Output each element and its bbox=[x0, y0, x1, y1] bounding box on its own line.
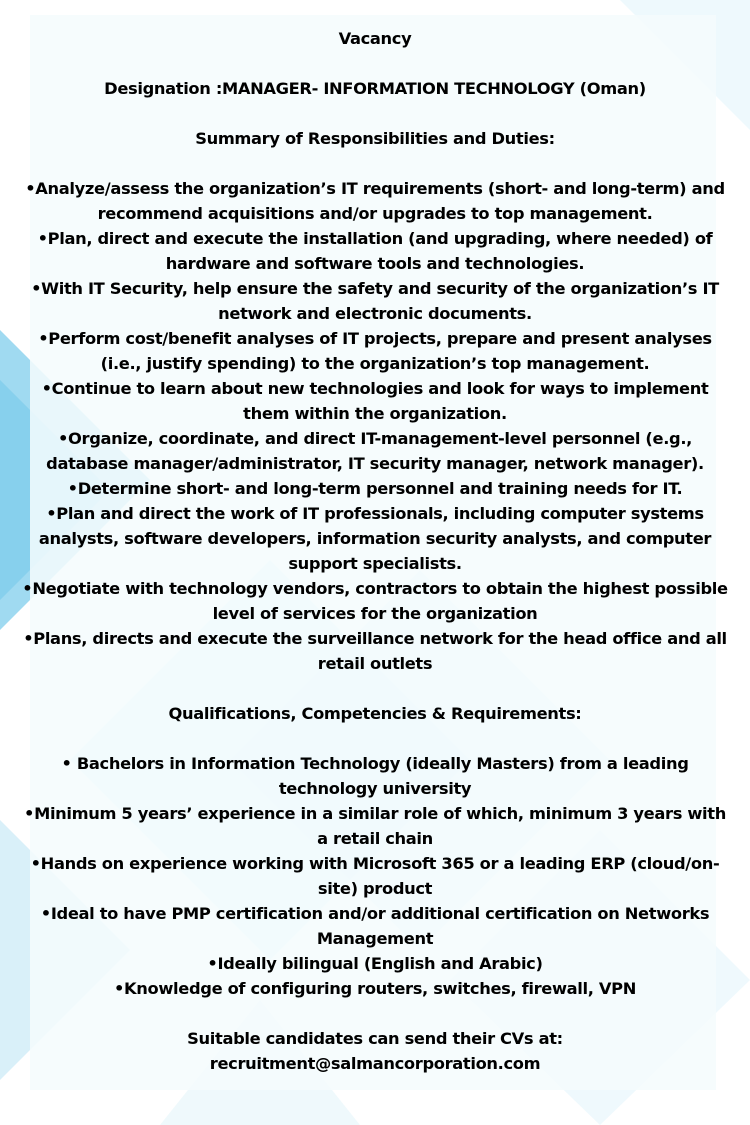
qualification-item: •Ideally bilingual (English and Arabic) bbox=[207, 954, 543, 973]
responsibility-item: •Continue to learn about new technologies and look for ways to implement them within the organization. bbox=[41, 379, 709, 423]
contact-text: Suitable candidates can send their CVs at: bbox=[187, 1029, 563, 1048]
page-title: Vacancy bbox=[338, 29, 412, 48]
vacancy-content bbox=[22, 26, 728, 1076]
responsibility-item: •Plan, direct and execute the installation (and upgrading, where needed) of hardware and software tools and technologies. bbox=[37, 229, 713, 273]
contact-email[interactable]: recruitment@salmancorporation.com bbox=[209, 1054, 541, 1073]
responsibility-item: •Negotiate with technology vendors, contractors to obtain the highest possible level of services for the organization bbox=[22, 579, 728, 623]
qualification-item: •Minimum 5 years’ experience in a similar role of which, minimum 3 years with a retail chain bbox=[24, 804, 726, 848]
qualification-item: •Ideal to have PMP certification and/or additional certification on Networks Management bbox=[40, 904, 710, 948]
responsibility-item: •Organize, coordinate, and direct IT-management-level personnel (e.g., database manager/administrator, IT security manager, network manager). bbox=[46, 429, 704, 473]
responsibilities-heading: Summary of Responsibilities and Duties: bbox=[195, 129, 555, 148]
qualifications-heading: Qualifications, Competencies & Requirements: bbox=[168, 704, 582, 723]
responsibility-item: •With IT Security, help ensure the safety and security of the organization’s IT network and electronic documents. bbox=[31, 279, 719, 323]
qualification-item: •Hands on experience working with Microsoft 365 or a leading ERP (cloud/on-site) product bbox=[30, 854, 720, 898]
qualification-item: • Bachelors in Information Technology (ideally Masters) from a leading technology university bbox=[61, 754, 689, 798]
responsibility-item: •Perform cost/benefit analyses of IT projects, prepare and present analyses (i.e., justify spending) to the organization’s top management. bbox=[38, 329, 712, 373]
qualification-item: •Knowledge of configuring routers, switches, firewall, VPN bbox=[113, 979, 637, 998]
responsibility-item: •Analyze/assess the organization’s IT requirements (short- and long-term) and recommend acquisitions and/or upgrades to top management. bbox=[25, 179, 725, 223]
designation: Designation :MANAGER- INFORMATION TECHNOLOGY (Oman) bbox=[104, 79, 646, 98]
responsibility-item: •Determine short- and long-term personnel and training needs for IT. bbox=[67, 479, 683, 498]
responsibility-item: •Plan and direct the work of IT professionals, including computer systems analysts, software developers, information security analysts, and computer support specialists. bbox=[38, 504, 712, 573]
responsibility-item: •Plans, directs and execute the surveillance network for the head office and all retail outlets bbox=[23, 629, 727, 673]
